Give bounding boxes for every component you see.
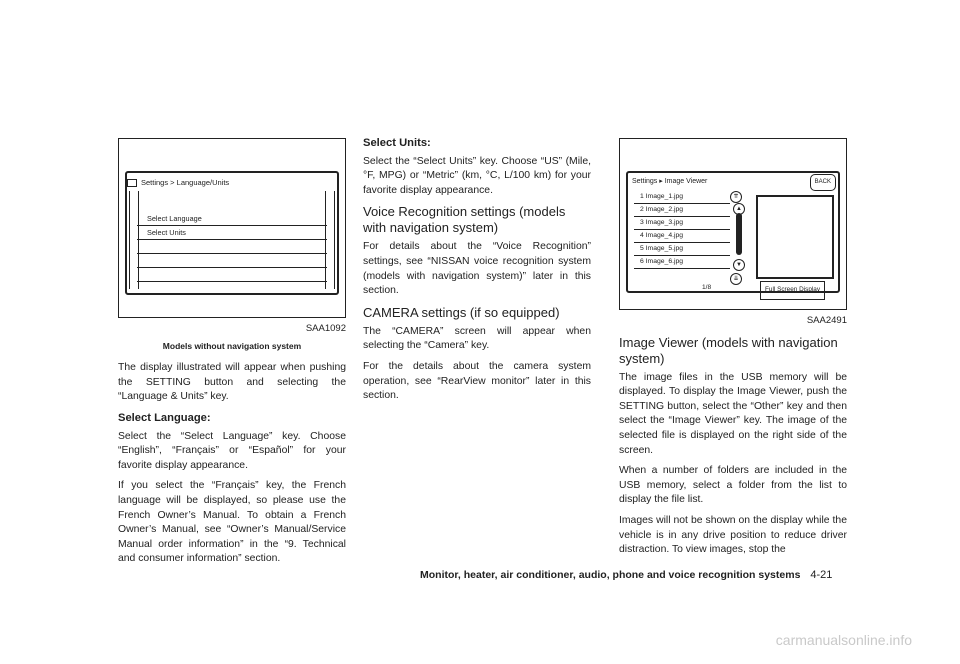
column-1 [118,138,346,573]
paragraph: Select the “Select Language” key. Choose “English”, “Français” or “Español” for your favorite display appearance. [118,430,346,471]
paragraph: Images will not be shown on the display while the vehicle is in any drive position to reduce driver distraction. To view images, stop the [619,514,847,556]
paragraph: Select the “Select Units” key. Choose “US” (Mile, °F, MPG) or “Metric” (km, °C, L/100 km) for your favorite display appearance. [363,155,591,196]
list-item: 3 Image_3.jpg [634,217,730,230]
list-item: 1 Image_1.jpg [634,191,730,204]
list-item: 4 Image_4.jpg [634,230,730,243]
column-3 [619,138,847,564]
screen-title: Settings > Language/Units [127,176,229,191]
heading-camera-settings: CAMERA settings (if so equipped) [363,304,560,320]
heading-select-units: Select Units: [363,137,431,149]
paragraph: The display illustrated will appear when pushing the SETTING button and selecting the “Language & Units” key. [118,362,346,403]
figure-language-units [118,138,346,318]
image-preview [756,195,834,279]
menu-icon [127,179,137,187]
paragraph: For details about the “Voice Recognition” settings, see “NISSAN voice recognition system (models with navigation system)” later in this section. [363,241,591,297]
figure-id: SAA1092 [305,323,346,334]
scrollbar [736,213,742,255]
figure-id: SAA2491 [806,315,847,326]
footer-section-title: Monitor, heater, air conditioner, audio, phone and voice recognition systems [420,569,801,581]
heading-select-language: Select Language: [118,411,211,424]
paragraph: The “CAMERA” screen will appear when selecting the “Camera” key. [363,325,591,352]
list-item: 5 Image_5.jpg [634,243,730,256]
heading-voice-recognition: Voice Recognition settings (models with navigation system) [363,204,566,236]
scroll-up-icon: ▲ [733,203,745,215]
scroll-down-icon: ▼ [733,259,745,271]
menu-item-empty [137,254,327,268]
paragraph: When a number of folders are included in the USB memory, select a folder from the list to display the file list. [619,465,847,506]
paragraph: The image files in the USB memory will be displayed. To display the Image Viewer, push the SETTING button, select the “Other” key and then select the “Image Viewer” key. The image of the selected file is displayed on the right side of the screen. [619,371,847,456]
heading-image-viewer: Image Viewer (models with navigation system) [619,334,838,366]
screen-header: Settings ▸ Image Viewer [632,178,708,185]
menu-item-empty [137,240,327,254]
page-number: 4-21 [810,569,833,581]
scroll-bottom-icon: ⇊ [730,273,742,285]
full-screen-display-button: Full Screen Display [760,281,825,300]
page-footer [420,569,832,581]
menu-item-select-units: Select Units [137,226,327,240]
column-2 [363,136,591,410]
menu-item-select-language: Select Language [137,212,327,226]
list-item: 6 Image_6.jpg [634,256,730,269]
back-button: BACK [810,174,836,191]
list-item: 2 Image_2.jpg [634,204,730,217]
paragraph: For the details about the camera system operation, see “RearView monitor” later in this section. [363,360,591,402]
page-indicator: 1/8 [702,284,712,291]
paragraph: If you select the “Français” key, the French language will be displayed, so please use the French Owner’s Manual. To obtain a French Owner’s Manual, see “Owner’s Manual/Service Manual order information” in the “9. Technical and consumer information” section. [118,480,346,565]
figure-image-viewer [619,138,847,310]
menu-item-empty [137,268,327,282]
scroll-top-icon: ⇈ [730,191,742,203]
figure-caption: Models without navigation system [162,340,302,351]
watermark: carmanualsonline.info [775,632,912,648]
